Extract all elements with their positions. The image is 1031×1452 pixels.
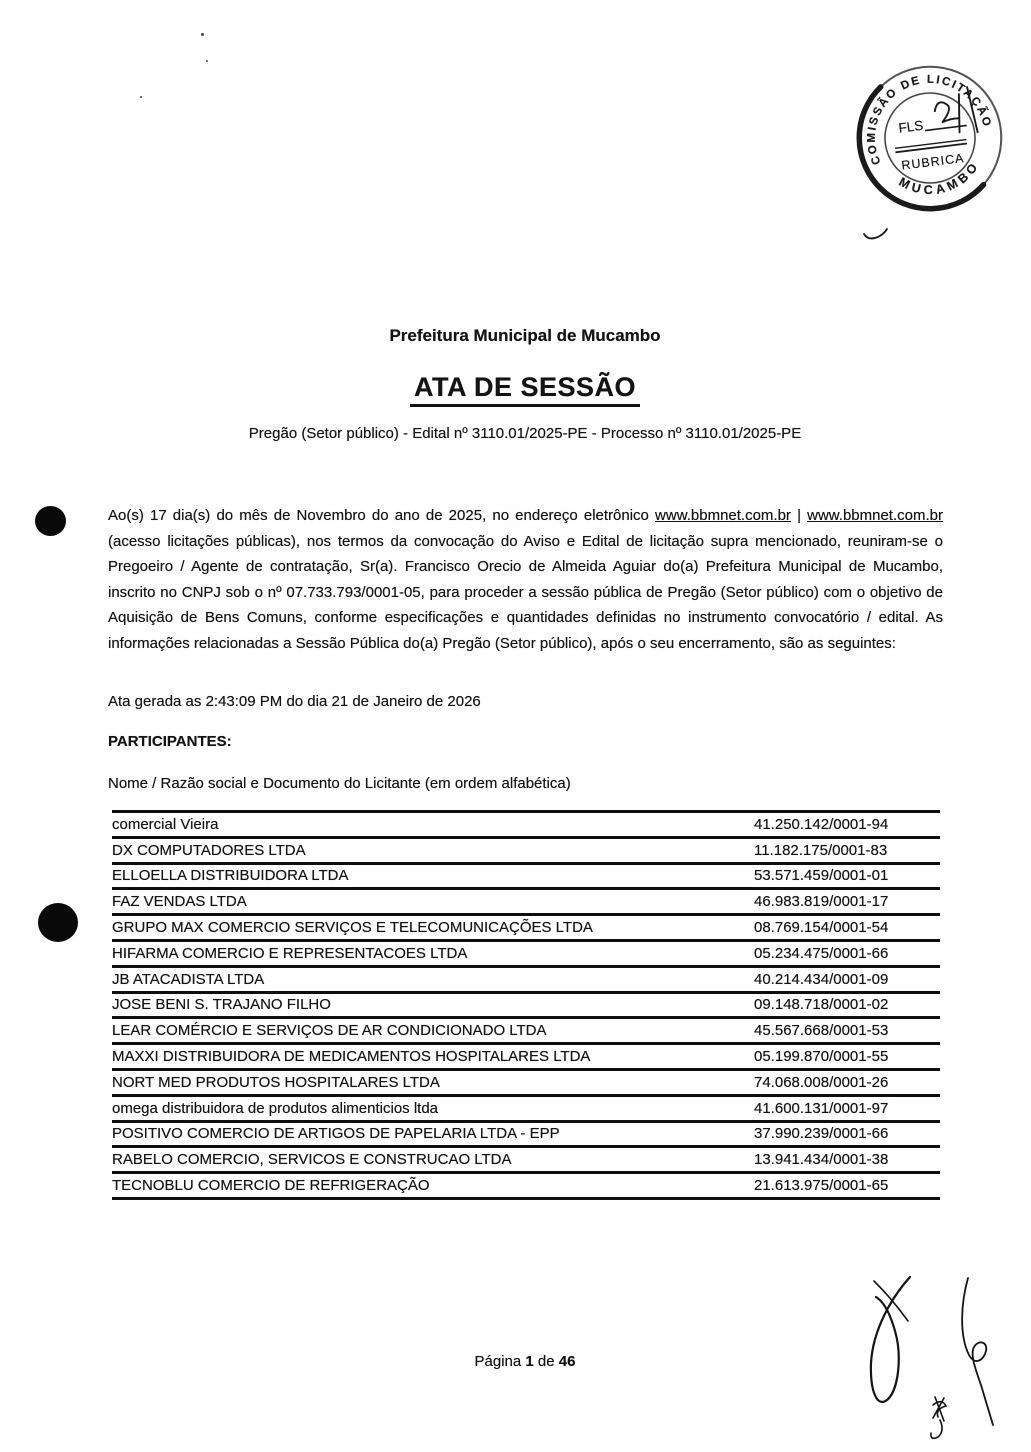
- footer-label-prefix: Página: [474, 1353, 526, 1370]
- participant-row: [112, 812, 940, 838]
- participant-cnpj: 05.199.870/0001-55: [754, 1048, 889, 1066]
- participant-cnpj: 53.571.459/0001-01: [754, 867, 889, 885]
- document-title: ATA DE SESSÃO: [410, 372, 640, 407]
- scan-speck: [206, 60, 208, 62]
- signature-strokes: [840, 1255, 1020, 1450]
- participant-row: [112, 1121, 940, 1147]
- link-separator: |: [790, 507, 808, 524]
- participant-row: [112, 1147, 940, 1173]
- page-title: Prefeitura Municipal de Mucambo: [389, 326, 661, 345]
- participant-row: [112, 1095, 940, 1121]
- stamp-fls-label: FLS: [897, 117, 925, 136]
- participant-name: comercial Vieira: [112, 815, 219, 833]
- participants-caption: Nome / Razão social e Documento do Licitante (em ordem alfabética): [108, 775, 571, 792]
- participant-row: [112, 863, 940, 889]
- participant-name: MAXXI DISTRIBUIDORA DE MEDICAMENTOS HOSPITALARES LTDA: [112, 1048, 591, 1066]
- participant-row: [112, 992, 940, 1018]
- participant-name: NORT MED PRODUTOS HOSPITALARES LTDA: [112, 1073, 440, 1091]
- participant-row: [112, 1069, 940, 1095]
- participant-cnpj: 74.068.008/0001-26: [754, 1073, 889, 1091]
- document-subtitle: Pregão (Setor público) - Edital nº 3110.01/2025-PE - Processo nº 3110.01/2025-PE: [248, 425, 802, 442]
- participant-cnpj: 05.234.475/0001-66: [754, 944, 889, 962]
- stamp-rubrica-label: RUBRICA: [900, 151, 966, 173]
- participant-name: GRUPO MAX COMERCIO SERVIÇOS E TELECOMUNICAÇÕES LTDA: [112, 919, 593, 937]
- scan-speck: [201, 33, 204, 36]
- participant-cnpj: 11.182.175/0001-83: [754, 841, 888, 859]
- participant-name: JB ATACADISTA LTDA: [112, 970, 265, 988]
- participant-cnpj: 08.769.154/0001-54: [754, 919, 889, 937]
- participant-row: [112, 1018, 940, 1044]
- stamp-city-text: MUCAMBO: [896, 157, 983, 198]
- participant-cnpj: 45.567.668/0001-53: [754, 1022, 889, 1040]
- participant-cnpj: 40.214.434/0001-09: [754, 970, 889, 988]
- participant-cnpj: 41.600.131/0001-97: [754, 1099, 889, 1117]
- participant-name: JOSE BENI S. TRAJANO FILHO: [112, 996, 331, 1014]
- participant-row: [112, 966, 940, 992]
- punch-hole-mark: [38, 903, 78, 942]
- participant-cnpj: 46.983.819/0001-17: [754, 893, 889, 911]
- participants-heading: PARTICIPANTES:: [108, 733, 232, 750]
- participant-name: LEAR COMÉRCIO E SERVIÇOS DE AR CONDICIONADO LTDA: [112, 1022, 547, 1040]
- footer-label-middle: de: [533, 1353, 559, 1370]
- participant-name: DX COMPUTADORES LTDA: [112, 841, 306, 859]
- participants-table: [112, 810, 940, 1200]
- participant-row: [112, 889, 940, 915]
- participant-row: [112, 837, 940, 863]
- commission-stamp: [842, 50, 1022, 236]
- participant-name: FAZ VENDAS LTDA: [112, 893, 247, 911]
- participant-name: POSITIVO COMERCIO DE ARTIGOS DE PAPELARIA LTDA - EPP: [112, 1125, 560, 1143]
- intro-paragraph: [108, 503, 943, 657]
- participant-name: ELLOELLA DISTRIBUIDORA LTDA: [112, 867, 349, 885]
- footer-page-current: 1: [525, 1353, 534, 1370]
- intro-text-after-links: (acesso licitações públicas), nos termos da convocação do Aviso e Edital de licitação supra mencionado, reuniram-se o Pregoeiro / Agente de contratação, Sr(a). Francisco Orecio de Almeida Aguiar do(a) Prefeitura Municipal de Mucambo, inscrito no CNPJ sob o nº 07.733.793/0001-05, para proceder a sessão pública de Pregão (Setor público) com o objetivo de Aquisição de Bens Comuns, conforme especificações e quantidades definidas no instrumento convocatório / edital. As informações relacionadas a Sessão Pública do(a) Pregão (Setor público), após o seu encerramento, são as seguintes:: [108, 532, 943, 652]
- participant-cnpj: 09.148.718/0001-02: [754, 996, 889, 1014]
- stamp-ring-text: COMISSÃO DE LICITAÇÃO: [865, 73, 994, 167]
- footer-page-total: 46: [558, 1353, 576, 1370]
- participant-cnpj: 41.250.142/0001-94: [754, 815, 889, 833]
- bbmnet-url-text: www.bbmnet.com.br: [807, 507, 943, 524]
- bbmnet-url-text: www.bbmnet.com.br: [655, 507, 791, 524]
- participant-cnpj: 21.613.975/0001-65: [754, 1177, 889, 1195]
- generated-timestamp-line: Ata gerada as 2:43:09 PM do dia 21 de Janeiro de 2026: [108, 693, 481, 710]
- participant-row: [112, 915, 940, 941]
- participant-name: omega distribuidora de produtos alimenticios ltda: [112, 1099, 439, 1117]
- punch-hole-mark: [35, 506, 66, 536]
- participant-row: [112, 1173, 940, 1199]
- intro-text-before-links: Ao(s) 17 dia(s) do mês de Novembro do ano de 2025, no endereço eletrônico: [108, 507, 656, 524]
- participant-row: [112, 940, 940, 966]
- document-title-wrap: [108, 372, 942, 407]
- svg-text:COMISSÃO DE LICITAÇÃO: [852, 60, 996, 167]
- participant-name: RABELO COMERCIO, SERVICOS E CONSTRUCAO LTDA: [112, 1151, 512, 1169]
- handwritten-tick-stroke: [858, 222, 898, 246]
- participant-row: [112, 1044, 940, 1070]
- participant-name: HIFARMA COMERCIO E REPRESENTACOES LTDA: [112, 944, 468, 962]
- participant-name: TECNOBLU COMERCIO DE REFRIGERAÇÃO: [112, 1177, 430, 1195]
- participant-cnpj: 13.941.434/0001-38: [754, 1151, 889, 1169]
- page-footer: [108, 1353, 942, 1370]
- scan-speck: [140, 96, 142, 98]
- participant-cnpj: 37.990.239/0001-66: [754, 1125, 889, 1143]
